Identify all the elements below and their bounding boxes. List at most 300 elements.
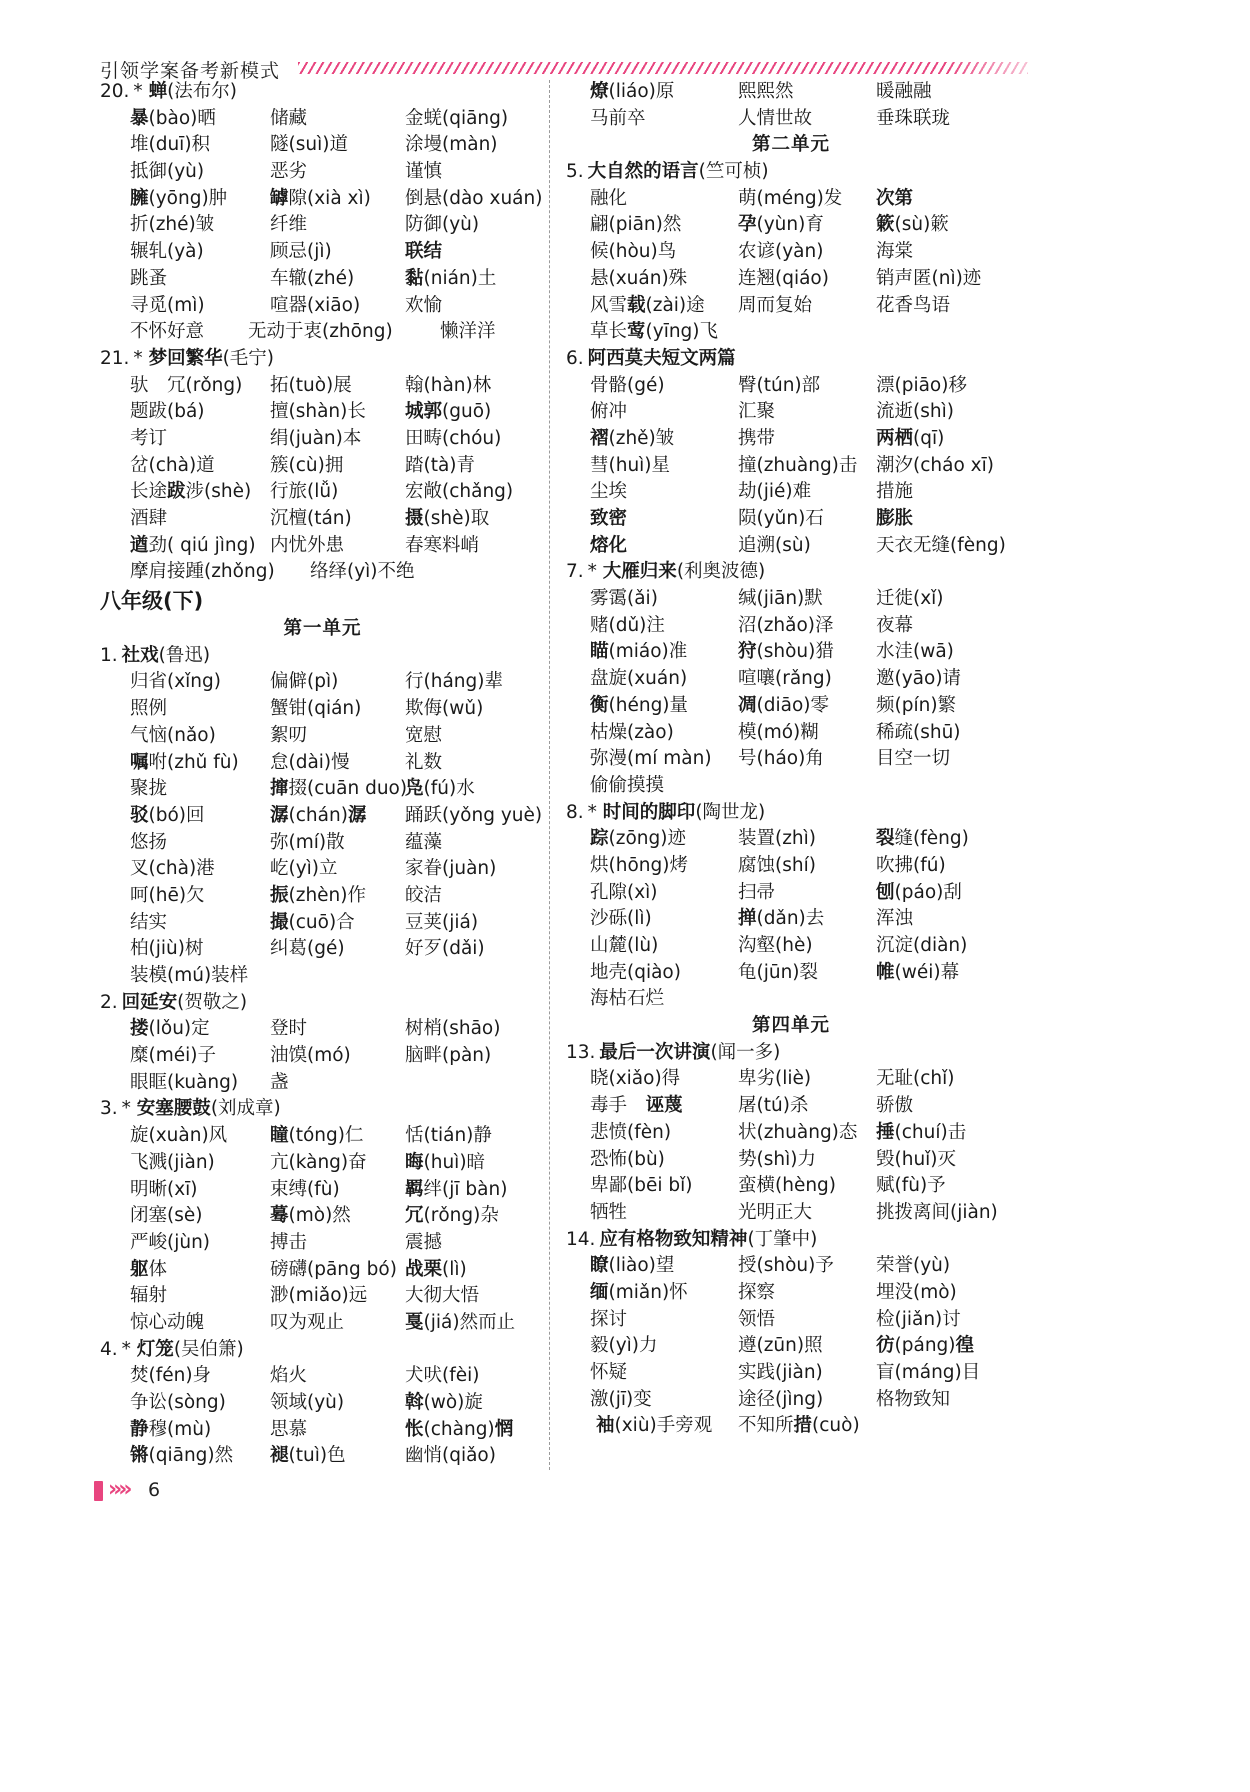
vocab-entry	[590, 373, 665, 400]
lesson-author: (刘成章)	[210, 1098, 281, 1120]
vocab-row	[566, 79, 1016, 106]
vocab-char-bold: 城郭	[405, 401, 443, 423]
vocab-text: 簇(cù)拥	[270, 454, 344, 476]
vocab-entry	[876, 533, 1006, 560]
vocab-row	[100, 373, 545, 400]
vocab-char-bold: 裂	[876, 828, 895, 850]
vocab-entry	[590, 720, 674, 747]
vocab-char-bold: 瞭	[590, 1255, 609, 1277]
vocab-entry	[590, 266, 687, 293]
vocab-entry	[248, 319, 393, 346]
vocab-entry	[405, 453, 475, 480]
vocab-entry	[270, 1070, 289, 1097]
vocab-row	[566, 426, 1016, 453]
vocab-char-bold: 跋	[167, 481, 186, 503]
lesson-heading	[100, 79, 545, 106]
vocab-text: 踏(tà)青	[405, 454, 476, 476]
vocab-entry	[590, 639, 687, 666]
vocab-entry	[876, 373, 967, 400]
vocab-char-bold: 冗	[405, 1205, 424, 1227]
vocab-entry	[405, 723, 442, 750]
vocab-entry	[590, 506, 627, 533]
vocab-row	[566, 1093, 1016, 1120]
vocab-entry	[738, 693, 829, 720]
lesson-heading	[566, 559, 1016, 586]
star-mark: *	[133, 347, 149, 369]
vocab-entry	[876, 453, 994, 480]
vocab-text: 涂墁(màn)	[405, 134, 498, 156]
vocab-entry	[738, 746, 824, 773]
vocab-char-bold: 蓦	[270, 1205, 289, 1227]
vocab-text: 晓(xiǎo)得	[590, 1068, 681, 1090]
vocab-text: 盘旋(xuán)	[590, 668, 688, 690]
vocab-text: (miáo)准	[608, 641, 688, 663]
vocab-row	[100, 1177, 545, 1204]
vocab-text: 赋(fù)予	[876, 1175, 946, 1197]
vocab-text: 储藏	[270, 107, 308, 129]
vocab-char-bold: 罅	[270, 187, 289, 209]
vocab-row	[100, 212, 545, 239]
vocab-char-bold: 臃	[130, 187, 149, 209]
vocab-text: 糜(méi)子	[130, 1045, 216, 1067]
vocab-entry	[270, 1177, 340, 1204]
vocab-row	[566, 586, 1016, 613]
vocab-entry	[876, 666, 961, 693]
vocab-entry	[405, 506, 489, 533]
vocab-row	[566, 533, 1016, 560]
vocab-entry	[876, 1280, 957, 1307]
vocab-row	[100, 186, 545, 213]
vocab-text: (rǒng)杂	[423, 1205, 499, 1227]
vocab-char-bold: 羁	[405, 1178, 424, 1200]
vocab-entry	[130, 453, 215, 480]
vocab-text: 缄(jiān)默	[738, 588, 823, 610]
vocab-entry	[130, 750, 239, 777]
vocab-entry	[590, 906, 652, 933]
vocab-entry	[270, 1043, 351, 1070]
vocab-entry	[405, 1123, 492, 1150]
vocab-text: (mò)然	[288, 1205, 351, 1227]
vocab-text: (qiāng)然	[148, 1445, 234, 1467]
vocab-row	[566, 613, 1016, 640]
vocab-entry	[738, 399, 775, 426]
vocab-row	[100, 910, 545, 937]
vocab-row	[566, 1333, 1016, 1360]
vocab-text: 酒肆	[130, 508, 168, 529]
vocab-row	[566, 880, 1016, 907]
vocab-entry	[130, 132, 210, 159]
vocab-entry	[738, 533, 811, 560]
lesson-number: 4.	[100, 1338, 118, 1360]
vocab-entry	[130, 1283, 167, 1310]
vocab-text: (diāo)零	[756, 694, 829, 716]
vocab-entry	[310, 559, 415, 586]
vocab-text: 花香鸟语	[876, 294, 951, 316]
vocab-entry	[270, 212, 307, 239]
star-mark: *	[587, 801, 603, 823]
vocab-entry	[738, 960, 818, 987]
vocab-text: (zōng)迹	[608, 828, 686, 850]
vocab-row	[566, 1253, 1016, 1280]
vocab-row	[100, 239, 545, 266]
vocab-entry	[738, 720, 819, 747]
vocab-text: 盏	[270, 1071, 289, 1093]
vocab-row	[566, 506, 1016, 533]
vocab-text: 络绎(yì)不绝	[310, 561, 415, 583]
vocab-char-bold: 晦	[405, 1151, 424, 1173]
vocab-char-bold: 怅	[405, 1418, 424, 1440]
vocab-entry	[270, 669, 338, 696]
vocab-text: (guō)	[442, 401, 492, 423]
vocab-entry	[130, 1016, 210, 1043]
vocab-text: 腐蚀(shí)	[738, 854, 816, 876]
vocab-row	[566, 1413, 1016, 1440]
vocab-text: 宽慰	[405, 724, 443, 746]
vocab-text: 顾忌(jì)	[270, 241, 332, 263]
vocab-text: 翰(hàn)林	[405, 374, 492, 396]
vocab-entry	[738, 426, 775, 453]
vocab-entry	[130, 212, 214, 239]
vocab-text: 树梢(shāo)	[405, 1018, 501, 1040]
vocab-text: 马前卒	[590, 107, 646, 129]
lesson-title: 灯笼	[136, 1338, 174, 1360]
vocab-entry	[590, 586, 658, 613]
vocab-entry	[130, 1390, 226, 1417]
vocab-text: 号(háo)角	[738, 748, 824, 770]
vocab-text: 春寒料峭	[405, 534, 480, 556]
vocab-entry	[405, 373, 491, 400]
vocab-entry	[270, 373, 352, 400]
vocab-text: 踊跃(yǒng yuè)	[405, 804, 543, 826]
vocab-text: 防御(yù)	[405, 214, 480, 236]
vocab-char-bold: 燎	[590, 81, 609, 102]
vocab-char-bold: 徨	[955, 1335, 975, 1357]
vocab-text: (tóng)仁	[288, 1125, 364, 1147]
vocab-text: 飞溅(jiàn)	[130, 1151, 215, 1173]
vocab-char-bold: 掸	[738, 908, 757, 930]
vocab-char-bold: 凫	[405, 778, 424, 800]
vocab-char-bold: 斡	[405, 1392, 424, 1413]
vocab-char-bold: 锵	[130, 1445, 149, 1467]
vocab-text: 潮汐(cháo xī)	[876, 454, 994, 476]
vocab-entry	[130, 856, 215, 883]
vocab-text: (yīng)飞	[645, 321, 719, 343]
vocab-text: 柏(jiù)树	[130, 938, 204, 960]
vocab-text: 偷偷摸摸	[590, 774, 665, 796]
vocab-char-bold: 暴	[130, 107, 149, 129]
vocab-entry	[876, 1253, 950, 1280]
vocab-row	[100, 1123, 545, 1150]
vocab-text: 流逝(shì)	[876, 401, 954, 423]
vocab-char-bold: 致密	[590, 508, 628, 529]
vocab-entry	[590, 1333, 658, 1360]
vocab-entry	[405, 186, 542, 213]
vocab-text: 谨慎	[405, 161, 443, 183]
vocab-entry	[405, 1016, 500, 1043]
vocab-row	[100, 1310, 545, 1337]
vocab-text: 领悟	[738, 1308, 776, 1330]
vocab-text: 摩肩接踵(zhǒng)	[130, 561, 275, 583]
vocab-entry	[876, 1333, 974, 1360]
vocab-text: 屠(tú)杀	[738, 1095, 809, 1117]
vocab-text: 犬吠(fèi)	[405, 1365, 480, 1387]
vocab-entry	[590, 613, 665, 640]
vocab-text: 俯冲	[590, 401, 628, 423]
vocab-text: 萌(méng)发	[738, 187, 843, 209]
unit-heading: 第四单元	[751, 1015, 830, 1037]
vocab-text: 沉檀(tán)	[270, 508, 352, 529]
lesson-title: 阿西莫夫短文两篇	[587, 347, 736, 369]
vocab-row	[566, 1280, 1016, 1307]
vocab-text: 途径(jìng)	[738, 1388, 824, 1410]
vocab-entry	[270, 293, 360, 320]
vocab-char-bold: 遒	[130, 534, 149, 556]
vocab-char-bold: 凋	[738, 694, 757, 716]
vocab-text: (shè)取	[423, 508, 490, 529]
vocab-entry	[130, 883, 205, 910]
vocab-text: 惊心动魄	[130, 1311, 205, 1333]
vocab-char-bold: 措	[793, 1415, 813, 1437]
vocab-text: 骄傲	[876, 1095, 914, 1117]
vocab-entry	[590, 1147, 665, 1174]
vocab-text: 激(jī)变	[590, 1388, 652, 1410]
vocab-text: 迁徙(xǐ)	[876, 588, 944, 610]
vocab-text: 幽悄(qiǎo)	[405, 1445, 496, 1467]
vocab-entry	[270, 266, 354, 293]
vocab-entry	[876, 186, 913, 213]
vocab-entry	[590, 933, 658, 960]
vocab-text: 大彻大悟	[405, 1285, 480, 1307]
vocab-text: 销声匿(nì)迹	[876, 267, 982, 289]
vocab-entry	[738, 453, 857, 480]
vocab-text: 牺牲	[590, 1201, 628, 1223]
vocab-text: 不知所	[738, 1415, 794, 1437]
vocab-char-bold: 缅	[590, 1281, 609, 1303]
vocab-entry	[738, 212, 824, 239]
vocab-char-bold: 黏	[405, 267, 424, 289]
vocab-entry	[270, 936, 345, 963]
vocab-text: 抵御(yù)	[130, 161, 205, 183]
vocab-text: 体	[148, 1258, 168, 1280]
vocab-text: 臀(tún)部	[738, 374, 821, 396]
vocab-text: 枯燥(zào)	[590, 721, 674, 743]
vocab-row	[100, 293, 545, 320]
lesson-heading	[566, 346, 1016, 373]
vocab-entry	[876, 479, 913, 506]
vocab-text: (fú)水	[423, 778, 475, 800]
vocab-entry	[270, 132, 348, 159]
vocab-entry	[876, 1173, 946, 1200]
vocab-row	[100, 1283, 545, 1310]
vocab-text: (chàng)	[423, 1418, 495, 1440]
vocab-text: 海枯石烂	[590, 988, 665, 1010]
vocab-entry	[405, 106, 508, 133]
vocab-entry	[130, 1043, 216, 1070]
lesson-number: 2.	[100, 991, 118, 1013]
vocab-text: 探讨	[590, 1308, 628, 1330]
lesson-author: (毛宁)	[222, 347, 275, 369]
vocab-entry	[876, 880, 962, 907]
vocab-entry	[405, 776, 475, 803]
vocab-text: 内忧外患	[270, 534, 345, 556]
vocab-row	[566, 1066, 1016, 1093]
vocab-entry	[590, 826, 686, 853]
vocab-text: (bó)回	[148, 804, 205, 826]
vocab-entry	[130, 479, 251, 506]
vocab-entry	[130, 266, 167, 293]
vocab-entry	[405, 1150, 485, 1177]
vocab-entry	[738, 1093, 808, 1120]
vocab-entry	[590, 426, 674, 453]
vocab-entry	[590, 1120, 671, 1147]
lesson-heading	[100, 346, 545, 373]
vocab-entry	[270, 803, 366, 830]
vocab-row	[100, 106, 545, 133]
vocab-row	[566, 853, 1016, 880]
vocab-text: 翩(piān)然	[590, 214, 682, 236]
lesson-heading	[100, 990, 545, 1017]
vocab-text: 喧嚷(rǎng)	[738, 668, 832, 690]
lesson-number: 3.	[100, 1098, 118, 1120]
vocab-text: 毁(huǐ)灭	[876, 1148, 957, 1170]
vocab-text: 涉(shè)	[185, 481, 252, 503]
vocab-char-bold: 踪	[590, 828, 609, 850]
vocab-char-bold: 捶	[876, 1121, 895, 1143]
vocab-entry	[130, 830, 167, 857]
vocab-text: 怀疑	[590, 1362, 628, 1383]
vocab-text: 岔(chà)道	[130, 454, 215, 476]
star-mark: *	[133, 81, 149, 102]
vocab-text: 结实	[130, 911, 168, 933]
vocab-entry	[130, 1310, 204, 1337]
vocab-text: (zhèn)作	[288, 884, 366, 906]
vocab-text: 盲(máng)目	[876, 1362, 981, 1383]
vocab-row	[100, 1363, 545, 1390]
vocab-text: 山麓(lù)	[590, 935, 659, 956]
lesson-number: 5.	[566, 161, 584, 183]
vocab-entry	[130, 696, 167, 723]
vocab-row	[100, 559, 545, 586]
lesson-number: 6.	[566, 347, 584, 369]
vocab-entry	[738, 933, 813, 960]
lesson-number: 21.	[100, 347, 130, 369]
vocab-text: 天衣无缝(fèng)	[876, 534, 1006, 556]
vocab-entry	[270, 1203, 351, 1230]
vocab-text: 照例	[130, 698, 168, 720]
vocab-text: 汇聚	[738, 401, 776, 423]
vocab-text: (yùn)育	[756, 214, 824, 236]
vocab-text: 闭塞(sè)	[130, 1205, 203, 1227]
vocab-entry	[130, 1230, 210, 1257]
vocab-text: 堆(duī)积	[130, 134, 211, 156]
vocab-entry	[130, 399, 205, 426]
vocab-char-bold: 瞄	[590, 641, 609, 663]
lesson-author: (鲁迅)	[158, 644, 211, 666]
vocab-entry	[738, 373, 820, 400]
vocab-text: 礼数	[405, 751, 443, 773]
left-column	[100, 79, 545, 1470]
vocab-row	[566, 720, 1016, 747]
vocab-text: 人情世故	[738, 107, 813, 129]
vocab-entry	[405, 533, 479, 560]
vocab-entry	[130, 1150, 215, 1177]
vocab-row	[566, 319, 1016, 346]
vocab-text: 沼(zhǎo)泽	[738, 614, 834, 636]
vocab-text: 车辙(zhé)	[270, 267, 355, 289]
vocab-entry	[270, 1150, 367, 1177]
vocab-entry	[876, 1147, 956, 1174]
lesson-author: (利奥波德)	[676, 561, 766, 583]
vocab-text: 恬(tián)静	[405, 1125, 492, 1147]
vocab-entry	[270, 723, 307, 750]
vocab-text: (lì)	[442, 1258, 467, 1280]
vocab-entry	[590, 212, 681, 239]
vocab-entry	[590, 106, 646, 133]
vocab-char-bold: 潺	[270, 804, 289, 826]
vocab-text: (héng)量	[608, 694, 689, 716]
vocab-text: 领域(yù)	[270, 1392, 345, 1413]
vocab-entry	[590, 960, 681, 987]
vocab-text: 金蜣(qiāng)	[405, 107, 509, 129]
vocab-text: 欢愉	[405, 294, 443, 316]
vocab-entry	[738, 880, 775, 907]
vocab-row	[100, 1070, 545, 1097]
vocab-entry	[270, 506, 352, 533]
vocab-entry	[405, 936, 485, 963]
lesson-heading	[100, 1096, 545, 1123]
vocab-text: 无耻(chǐ)	[876, 1068, 955, 1090]
vocab-row	[566, 1360, 1016, 1387]
column-divider	[549, 80, 550, 1470]
vocab-text: (jiá)然而止	[423, 1311, 516, 1333]
vocab-entry	[876, 1200, 998, 1227]
vocab-entry	[738, 639, 834, 666]
vocab-entry	[130, 803, 205, 830]
vocab-text: 势(shì)力	[738, 1148, 816, 1170]
vocab-entry	[405, 132, 498, 159]
vocab-text: 欺侮(wǔ)	[405, 698, 484, 720]
vocab-entry	[590, 1360, 627, 1387]
vocab-text: 荣誉(yù)	[876, 1255, 951, 1277]
vocab-row	[100, 426, 545, 453]
vocab-entry	[130, 533, 256, 560]
vocab-char-bold: 撺	[270, 778, 289, 800]
vocab-text: 地壳(qiào)	[590, 961, 681, 983]
vocab-text: 磅礴(pāng bó)	[270, 1258, 397, 1280]
vocab-entry	[590, 773, 664, 800]
vocab-text: 格物致知	[876, 1388, 951, 1410]
vocab-entry	[738, 239, 823, 266]
vocab-entry	[130, 1363, 211, 1390]
vocab-text: 扫帚	[738, 881, 776, 903]
vocab-entry	[738, 1387, 823, 1414]
vocab-text: 检(jiǎn)讨	[876, 1308, 961, 1330]
vocab-entry	[405, 750, 442, 777]
lesson-author: (丁肇中)	[747, 1228, 818, 1250]
vocab-text: 孔隙(xì)	[590, 881, 658, 903]
vocab-entry	[876, 746, 950, 773]
vocab-text: (tuì)色	[288, 1445, 346, 1467]
vocab-entry	[590, 1200, 627, 1227]
vocab-entry	[405, 696, 483, 723]
vocab-entry	[130, 1417, 211, 1444]
vocab-entry	[405, 1203, 499, 1230]
vocab-text: 辐射	[130, 1285, 168, 1307]
double-chevron-icon: »»	[108, 1477, 129, 1502]
vocab-row	[100, 453, 545, 480]
vocab-text: 周而复始	[738, 294, 813, 316]
vocab-text: 夜幕	[876, 614, 914, 636]
